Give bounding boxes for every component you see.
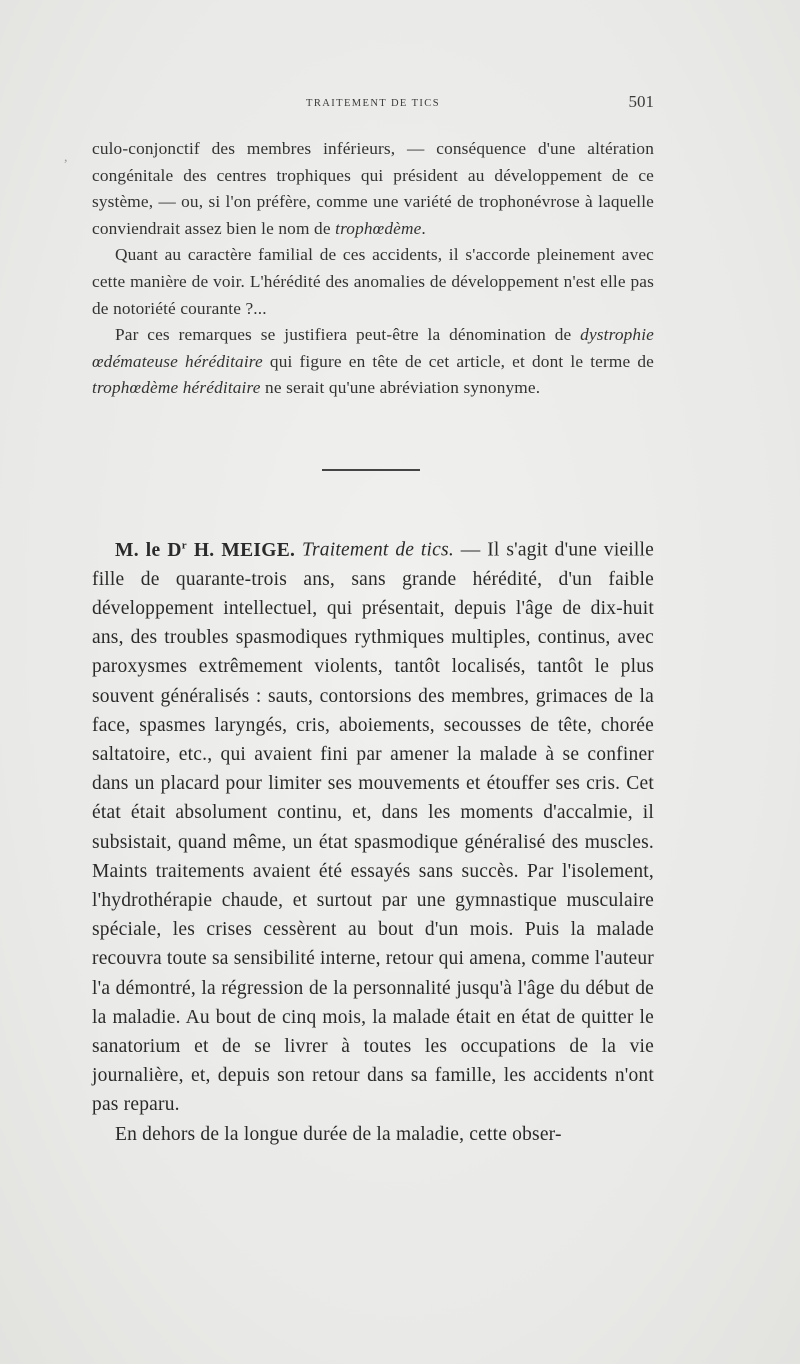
article-title: Traitement de tics. xyxy=(302,539,454,561)
text: culo-conjonctif des membres inférieurs, — conséquence d'une altération congénitale des centres trophiques qui président au développement de ce système, — ou, si l'on préfère, comme une variété de trophonévrose à laquelle conviendrait assez bien le nom de xyxy=(92,139,654,238)
paragraph xyxy=(92,531,654,1120)
section-divider xyxy=(322,469,420,471)
text: — Il s'agit d'une vieille fille de quarante-trois ans, sans grande hérédité, d'un faible développement intellectuel, qui présentait, depuis l'âge de dix-huit ans, des troubles spasmodiques rythmiques multiples, continus, avec paroxysmes extrêmement violents, tantôt localisés, tantôt le plus souvent généralisés : sauts, contorsions des membres, grimaces de la face, spasmes laryngés, cris, aboiements, secousses de tête, chorée saltatoire, etc., qui avaient fini par amener la malade à se confiner dans un placard pour limiter ses mouvements et étouffer ses cris. Cet état était absolument continu, et, dans les moments d'accalmie, il subsistait, quand même, un état spasmodique généralisé des muscles. Maints traitements avaient été essayés sans succès. Par l'isolement, l'hydrothérapie chaude, et surtout par une gymnastique musculaire spéciale, les crises cessèrent au bout d'un mois. Puis la malade recouvra toute sa sensibilité interne, retour qui amena, comme l'auteur l'a démontré, la régression de la personnalité jusqu'à l'âge du début de la maladie. Au bout de cinq mois, la malade était en état de quitter le sanatorium et de se livrer à toutes les occupations de la vie journalière, et, depuis son retour dans sa famille, les accidents n'ont pas reparu. xyxy=(92,539,655,1116)
paragraph: Quant au caractère familial de ces accidents, il s'accorde pleinement avec cette manière de voir. L'hérédité des anomalies de développement n'est elle pas de notoriété courante ?... xyxy=(92,245,654,318)
author xyxy=(115,540,295,561)
author-prefix: M. le D xyxy=(115,539,182,561)
term-dystrophie: dystrophie œdémateuse héréditaire xyxy=(92,325,654,371)
text: . xyxy=(421,218,426,238)
author-name: H. MEIGE. xyxy=(186,539,296,561)
paragraph: En dehors de la longue durée de la maladie, cette obser- xyxy=(115,1123,562,1145)
paragraph xyxy=(92,136,654,242)
running-header xyxy=(92,92,654,116)
term-trophoedeme-hereditaire: trophœdème héréditaire xyxy=(92,378,261,398)
text: ne serait qu'une abréviation synonyme. xyxy=(260,378,541,398)
scan-mark: , xyxy=(64,150,68,165)
page-number: 501 xyxy=(628,92,654,111)
term-trophoedeme: trophœdème xyxy=(335,218,422,238)
running-title: TRAITEMENT DE TICS xyxy=(306,98,440,109)
text: qui figure en tête de cet article, et dont le terme de xyxy=(262,351,655,371)
paragraph xyxy=(92,322,654,402)
article-meige xyxy=(92,531,654,1149)
article-conclusion xyxy=(92,136,654,402)
author-sup: r xyxy=(181,539,187,551)
text: Par ces remarques se justifiera peut-être la dénomination de xyxy=(115,325,581,345)
